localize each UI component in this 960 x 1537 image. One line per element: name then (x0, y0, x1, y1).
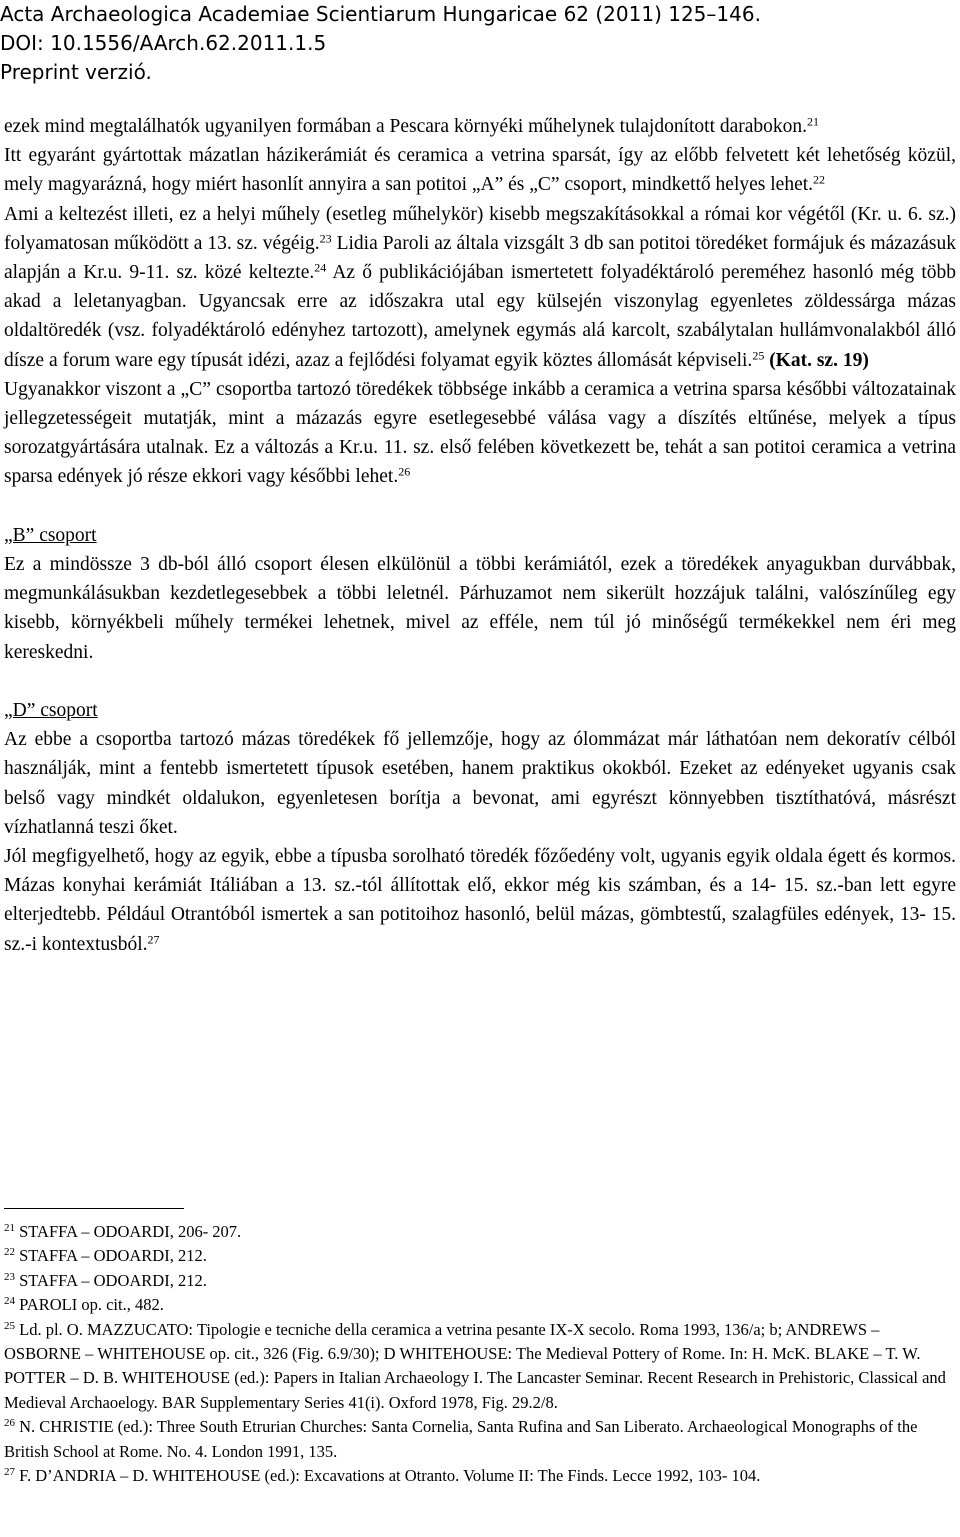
footnote (4, 1293, 956, 1317)
footnotes (4, 1220, 956, 1488)
catalog-reference: (Kat. sz. 19) (769, 349, 869, 371)
footnote-text: N. CHRISTIE (ed.): Three South Etrurian Churches: Santa Cornelia, Santa Rufina and San Liberato. Archaeological Monographs of the British School at Rome. No. 4. London 1991, 135. (4, 1417, 918, 1461)
footnote-number: 26 (4, 1417, 15, 1430)
journal-citation: Acta Archaeologica Academiae Scientiarum Hungaricae 62 (2011) 125–146. (0, 2, 761, 26)
footnote-number: 22 (4, 1246, 15, 1259)
footnote-number: 27 (4, 1466, 15, 1479)
paragraph (4, 112, 956, 141)
footnote-text: Ld. pl. O. MAZZUCATO: Tipologie e tecniche della ceramica a vetrina pesante IX-X secolo. Roma 1993, 136/a; b; ANDREWS – OSBORNE – WHITEHOUSE op. cit., 326 (Fig. 6.9/30); D WHITEHOUSE: The Medieval Pottery of Rome. In: H. McK. BLAKE – T. W. POTTER – D. B. WHITEHOUSE (ed.): Papers in Italian Archaeology I. The Lancaster Seminar. Recent Research in Prehistoric, Classical and Medieval Archaoelogy. BAR Supplementary Series 41(i). Oxford 1978, Fig. 29.2/8. (4, 1319, 946, 1412)
footnote-number: 23 (4, 1270, 15, 1283)
footnote (4, 1244, 956, 1268)
footnote-ref[interactable]: 25 (752, 348, 765, 363)
footnote-text: STAFFA – ODOARDI, 212. (15, 1270, 207, 1290)
paragraph-text: Az ő publikációjában ismertetett folyadéktároló pereméhez hasonló még több akad a leletanyagban. Ugyancsak erre az időszakra utal egy külsején viszonylag egyenletes zöldessárga mázas oldaltöredék (vsz. folyadéktároló edényhez tartozott), amelynek egymás alá karcolt, szabálytalan hullámvonalakból álló dísze a forum ware egy típusát idézi, azaz a fejlődési folyamat egyik köztes állomását képviseli. (4, 262, 956, 371)
paragraph-text: Ugyanakkor viszont a „C” csoportba tartozó töredékek többsége inkább a ceramica a vetrina sparsa későbbi változatainak jellegzetességeit mutatják, mint a mázazás egyre esetlegesebbé válása vagy a díszítés eltűnése, melyek a típus sorozatgyártására utalnak. Ez a változás a Kr.u. 11. sz. első felében következett be, tehát a san potitoi ceramica a vetrina sparsa edények jó része ekkori vagy későbbi lehet. (4, 378, 956, 488)
main-text (4, 112, 956, 959)
paragraph (4, 141, 956, 199)
footnote-number: 21 (4, 1221, 15, 1234)
paragraph (4, 842, 956, 959)
paragraph: Ez a mindössze 3 db-ból álló csoport élesen elkülönül a többi kerámiától, ezek a töredékek anyagukban durvábbak, megmunkálásukban kezdetlegesebbek a többi leletnél. Párhuzamot nem sikerült hozzájuk találni, valószínűleg egy kisebb, környékbeli műhely termékei lehetnek, mivel az efféle, nem túl jó minőségű termékekkel nem éri meg kereskedni. (4, 554, 956, 663)
footnote (4, 1318, 956, 1416)
paragraph (4, 200, 956, 375)
footnote (4, 1464, 956, 1488)
preprint-label: Preprint verzió. (0, 60, 152, 84)
footnote-ref[interactable]: 23 (319, 231, 332, 246)
footnote-text: STAFFA – ODOARDI, 206- 207. (15, 1222, 242, 1241)
doi-line: DOI: 10.1556/AArch.62.2011.1.5 (0, 31, 327, 55)
footnote (4, 1415, 956, 1464)
paragraph-text: Itt egyaránt gyártottak mázatlan házikerámiát és ceramica a vetrina sparsát, így az előbb felvetett két lehetőség közül, mely magyarázná, hogy miért hasonlít annyira a san potitoi „A” és „C” csoport, mindkettő helyes lehet. (4, 145, 956, 196)
footnote-ref[interactable]: 22 (813, 172, 826, 187)
paragraph-text: Ami a keltezést illeti, ez a helyi műhely (esetleg műhelykör) kisebb megszakításokkal a római kor végétől (Kr. u. 6. sz.) folyamatosan működött a 13. sz. végéig. (4, 203, 956, 254)
footnote (4, 1269, 956, 1293)
footnote-number: 24 (4, 1295, 15, 1308)
footnote-ref[interactable]: 27 (147, 932, 160, 947)
section-heading-d: „D” csoport (4, 700, 98, 722)
paragraph-text: Jól megfigyelhető, hogy az egyik, ebbe a típusba sorolható töredék főzőedény volt, ugyanis egyik oldala égett és kormos. Mázas konyhai kerámiát Itáliában a 13. sz.-tól állítottak elő, ekkor még kis számban, és a 14- 15. sz.-ban lett egyre elterjedtebb. Például Otrantóból ismertek a san potitoihoz hasonló, belül mázas, gömbtestű, szalagfüles edények, 13- 15. sz.-i kontextusból. (4, 846, 956, 955)
footnote (4, 1220, 956, 1244)
footnote-text: PAROLI op. cit., 482. (15, 1295, 164, 1315)
paragraph (4, 375, 956, 492)
footnote-ref[interactable]: 26 (398, 464, 411, 479)
section-heading-b: „B” csoport (4, 524, 97, 546)
footnote-text: F. D’ANDRIA – D. WHITEHOUSE (ed.): Excavations at Otranto. Volume II: The Finds. Lecce 1992, 103- 104. (15, 1466, 761, 1486)
publication-header (0, 0, 960, 87)
footnote-text: STAFFA – ODOARDI, 212. (15, 1246, 207, 1266)
footnote-ref[interactable]: 24 (314, 260, 327, 275)
paragraph-text: ezek mind megtalálhatók ugyanilyen formában a Pescara környéki műhelynek tulajdonított darabokon. (4, 116, 808, 137)
footnote-number: 25 (4, 1319, 15, 1332)
footnote-ref[interactable]: 21 (807, 114, 820, 129)
paragraph-text: Lidia Paroli az általa vizsgált 3 db san potitoi töredéket formájuk és mázazásuk alapján a Kr.u. 9-11. sz. közé keltezte. (4, 232, 957, 284)
paragraph: Az ebbe a csoportba tartozó mázas töredékek fő jellemzője, hogy az ólommázat már láthatóan nem dekoratív célból használják, mint a fentebb ismertetett típusok esetében, hanem praktikus okokból. Ezeket az edényeket ugyanis csak belső vagy mindkét oldalukon, egyenletesen borítja a bevonat, ami egyrészt könnyebben tisztíthatóvá, másrészt vízhatlanná teszi őket. (4, 729, 956, 838)
footnote-divider (4, 1208, 184, 1209)
